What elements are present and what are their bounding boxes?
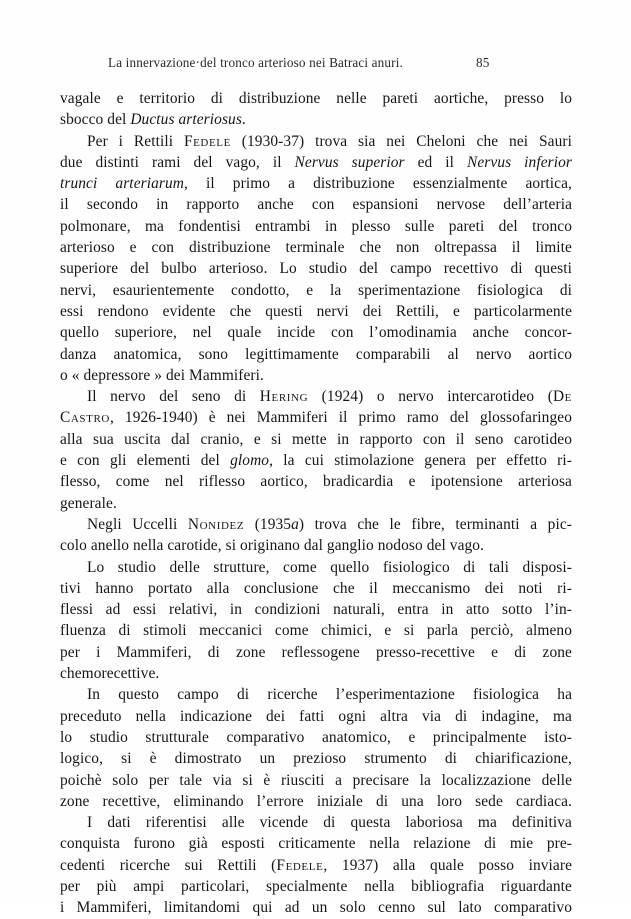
text-line <box>60 194 572 215</box>
text-line <box>60 280 572 301</box>
text-segment: ) trova che le fibre, terminanti a pic- <box>298 515 572 533</box>
page-number: 85 <box>476 55 490 70</box>
text-segment: In questo campo di ricerche l’esperimentazione fisiologica ha <box>87 686 572 704</box>
author-name: De <box>552 388 572 406</box>
text-segment: (1924) o nervo intercarotideo ( <box>308 388 553 406</box>
text-line <box>60 770 572 791</box>
text-line <box>60 557 572 578</box>
text-line <box>60 578 572 599</box>
text-segment: generale. <box>60 494 117 512</box>
text-segment: I dati riferentisi alle vicende di questa laboriosa ma definitiva <box>87 814 572 832</box>
text-line <box>60 855 572 876</box>
text-segment: flesso, come nel riflesso aortico, bradicardia e ipotensione arteriosa <box>60 473 572 491</box>
author-name: Hering <box>259 388 309 406</box>
text-segment: e con gli elementi del <box>60 452 231 470</box>
text-line <box>60 812 572 833</box>
text-segment: cedenti ricerche sui Rettili ( <box>60 856 277 874</box>
text-segment: alla sua uscita dal cranio, e si mette in rapporto con il seno carotideo <box>60 430 572 448</box>
text-segment: arterioso e con distribuzione terminale che non oltrepassa il limite <box>60 239 572 257</box>
text-segment: (1930-37) trova sia nei Cheloni che nei Sauri <box>230 132 572 150</box>
text-line <box>60 344 572 365</box>
italic-term: Nervus inferior <box>467 153 572 171</box>
text-segment: il secondo in rapporto anche con espansioni nervose dell’arteria <box>60 196 572 214</box>
text-line <box>60 642 572 663</box>
italic-term: a <box>291 515 299 533</box>
text-line <box>60 109 572 130</box>
text-segment: , 1926-1940) è nei Mammiferi il primo ramo del glossofaringeo <box>109 409 572 427</box>
italic-term: Ductus arteriosus <box>130 111 242 129</box>
body-text <box>60 88 572 919</box>
text-line <box>60 173 572 194</box>
text-line <box>60 407 572 428</box>
text-line <box>60 535 572 556</box>
text-segment: poichè solo per tale via si è riusciti a precisare la localizzazione delle <box>60 771 572 789</box>
text-segment: preceduto nella indicazione dei fatti ogni altra via di indagine, ma <box>60 707 572 725</box>
text-segment: polmonare, ma fondentisi entrambi in plesso sulle pareti del tronco <box>60 217 572 235</box>
text-line <box>60 301 572 322</box>
text-segment: due distinti rami del vago, il <box>60 153 295 171</box>
text-segment: per i Mammiferi, di zone reflessogene presso-recettive e di zone <box>60 643 572 661</box>
text-line <box>60 620 572 641</box>
text-line <box>60 429 572 450</box>
text-segment: fluenza di stimoli meccanici come chimici, e si parla perciò, almeno <box>60 622 572 640</box>
text-line <box>60 450 572 471</box>
text-line <box>60 258 572 279</box>
running-title: La innervazione·del tronco arterioso nei Batraci anuri. <box>108 55 403 70</box>
text-segment: , 1937) alla quale posso inviare <box>323 856 573 874</box>
italic-term: Nervus superior <box>294 153 405 171</box>
text-line <box>60 748 572 769</box>
text-segment: sbocco del <box>60 111 131 129</box>
text-segment: (1935 <box>244 515 292 533</box>
text-segment: Per i Rettili <box>87 132 184 150</box>
text-segment: i Mammiferi, limitandomi qui ad un solo cenno sul lato comparativo <box>60 899 572 917</box>
text-line <box>60 706 572 727</box>
text-line <box>60 386 572 407</box>
text-segment: ed il <box>404 153 467 171</box>
text-line <box>60 791 572 812</box>
text-segment: danza anatomica, sono legittimamente comparabili al nervo aortico <box>60 345 572 363</box>
text-segment: conquista furono già esposti criticamente nella relazione di mie pre- <box>60 835 572 853</box>
text-line <box>60 897 572 918</box>
text-line <box>60 876 572 897</box>
text-line <box>60 365 572 386</box>
text-line <box>60 684 572 705</box>
text-segment: essi rendono evidente che questi nervi dei Rettili, e particolarmente <box>60 302 572 320</box>
text-segment: logico, si è dimostrato un prezioso strumento di chiarificazione, <box>60 750 572 768</box>
italic-term: glomo <box>230 452 270 470</box>
text-line <box>60 471 572 492</box>
text-line <box>60 833 572 854</box>
text-segment: , il primo a distribuzione essenzialmente aortica, <box>183 175 572 193</box>
text-segment: . <box>241 111 246 129</box>
text-segment: , la cui stimolazione genera per effetto ri- <box>269 452 572 470</box>
text-line <box>60 514 572 535</box>
text-line <box>60 152 572 173</box>
text-segment: colo anello nella carotide, si originano dal ganglio nodoso del vago. <box>60 537 485 555</box>
text-segment: chemorecettive. <box>60 665 160 683</box>
text-segment: Lo studio delle strutture, come quello fisiologico di tali disposi- <box>87 558 572 576</box>
text-segment: quello superiore, nel quale incide con l’omodinamia anche concor- <box>60 324 572 342</box>
text-segment: zone recettive, eliminando l’errore iniziale di una loro sede cardiaca. <box>60 792 572 810</box>
text-line <box>60 663 572 684</box>
author-name: Fedele <box>183 132 231 150</box>
text-line <box>60 727 572 748</box>
text-segment: lo studio strutturale comparativo anatomico, e principalmente isto- <box>60 728 572 746</box>
text-segment: tivi hanno portato alla conclusione che il meccanismo dei noti ri- <box>60 579 572 597</box>
author-name: Fedele <box>276 856 324 874</box>
author-name: Castro <box>60 409 110 427</box>
text-line <box>60 131 572 152</box>
text-segment: flessi ad essi relativi, in condizioni naturali, entra in atto sotto l’in- <box>60 601 572 619</box>
text-segment: per più ampi particolari, specialmente nella bibliografia riguardante <box>60 877 572 895</box>
text-segment: nervi, esaurientemente condotto, e la sperimentazione fisiologica di <box>60 281 572 299</box>
text-segment: o « depressore » dei Mammiferi. <box>60 366 264 384</box>
text-line <box>60 88 572 109</box>
text-segment: Il nervo del seno di <box>87 388 260 406</box>
text-line <box>60 237 572 258</box>
text-line <box>60 216 572 237</box>
text-segment: superiore del bulbo arterioso. Lo studio del campo recettivo di questi <box>60 260 572 278</box>
text-line <box>60 599 572 620</box>
text-line <box>60 493 572 514</box>
italic-term: trunci arteriarum <box>60 175 184 193</box>
text-line <box>60 322 572 343</box>
text-segment: Negli Uccelli <box>87 515 188 533</box>
text-segment: vagale e territorio di distribuzione nelle pareti aortiche, presso lo <box>60 90 572 107</box>
author-name: Nonidez <box>187 515 245 533</box>
